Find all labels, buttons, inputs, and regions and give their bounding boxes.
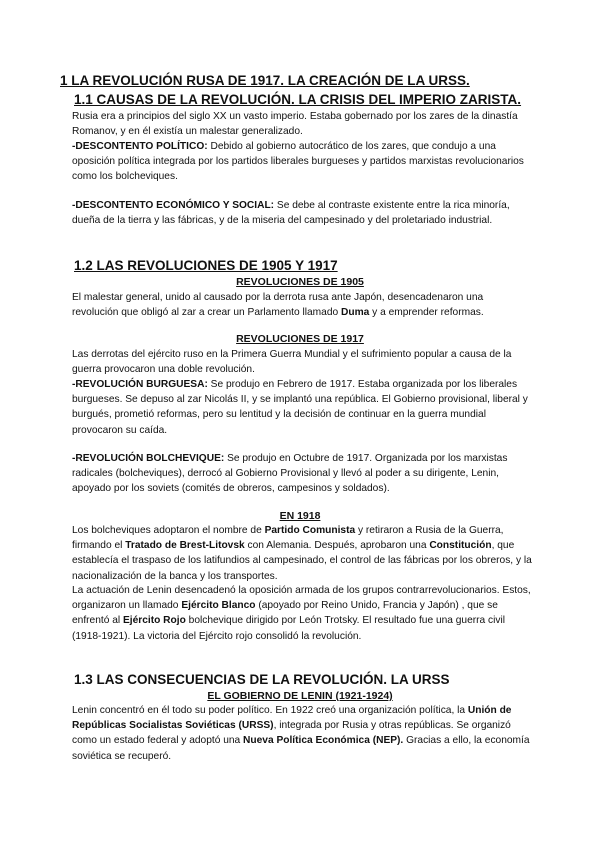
term-constitucion: Constitución — [429, 540, 492, 552]
text-1918-c: con Alemania. Después, aprobaron una — [244, 540, 430, 552]
text-1918-a: Los bolcheviques adoptaron el nombre de — [72, 525, 265, 536]
text-lenin-b: , integrada por Rusia y otras repúblicas. Se organizó como un estado federal y adoptó una — [72, 720, 511, 747]
text-1905-b: y a emprender reformas. — [369, 307, 484, 319]
term-nep: Nueva Política Económica (NEP). — [243, 735, 404, 747]
paragraph-revolucion-bolchevique — [72, 451, 532, 497]
term-partido-comunista: Partido Comunista — [264, 525, 356, 536]
subheading-gobierno-lenin: EL GOBIERNO DE LENIN (1921-1924) — [207, 690, 393, 702]
main-title: 1 LA REVOLUCIÓN RUSA DE 1917. LA CREACIÓN DE LA URSS. — [60, 73, 470, 88]
paragraph-intro: Rusia era a principios del siglo XX un vasto imperio. Estaba gobernado por los zares de la dinastía Romanov, y en él existía un malestar generalizado. — [72, 111, 518, 138]
text-guerra-c: bolchevique dirigido por León Trotsky. El resultado fue una guerra civil (1918-1921). La victoria del Ejército rojo consolidó la revolución. — [72, 615, 506, 642]
paragraph-1917-intro: Las derrotas del ejército ruso en la Primera Guerra Mundial y el sufrimiento popular a causa de la guerra provocaron una doble revolución. — [72, 349, 512, 376]
paragraph-gobierno-lenin — [72, 703, 532, 764]
text-guerra-a: La actuación de Lenin desencadenó la oposición armada de los grupos contrarrevolucionarios. Estos, organizaron un llamado — [72, 585, 531, 612]
subheading-1917: REVOLUCIONES DE 1917 — [236, 333, 364, 345]
paragraph-descontento-politico — [72, 139, 532, 185]
paragraph-guerra-civil — [72, 583, 532, 644]
paragraph-revolucion-burguesa — [72, 377, 532, 438]
term-duma: Duma — [341, 307, 370, 319]
text-revolucion-burguesa: Se produjo en Febrero de 1917. Estaba organizada por los liberales burgueses. Se depuso al zar Nicolás II, y se implantó una república. El Gobierno provisional, liberal y burgués, prometió reformas, pero su lentitud y la decisión de continuar en la guerra mundial provocaron su caída. — [72, 379, 528, 436]
heading-consecuencias: 1.3 LAS CONSECUENCIAS DE LA REVOLUCIÓN. LA URSS — [74, 672, 450, 687]
label-descontento-politico: -DESCONTENTO POLÍTICO: — [72, 141, 208, 152]
term-urss: Unión de Repúblicas Socialistas Soviéticas (URSS) — [72, 705, 512, 732]
text-descontento-politico: Debido al gobierno autocrático de los zares, que condujo a una oposición política integrada por los partidos liberales burgueses y partidos marxistas revolucionarios como los bolcheviques. — [72, 141, 524, 183]
text-lenin-a: Lenin concentró en él todo su poder político. En 1922 creó una organización política, la — [72, 705, 468, 716]
label-descontento-economico: -DESCONTENTO ECONÓMICO Y SOCIAL: — [72, 200, 275, 211]
paragraph-1905 — [72, 290, 532, 320]
paragraph-descontento-economico — [72, 198, 532, 228]
heading-revoluciones: 1.2 LAS REVOLUCIONES DE 1905 Y 1917 — [74, 258, 338, 273]
term-tratado-brest-litovsk: Tratado de Brest-Litovsk — [125, 540, 245, 552]
text-1918-b: y retiraron a Rusia de la Guerra, firmando el — [72, 525, 504, 552]
term-ejercito-blanco: Ejército Blanco — [181, 600, 256, 612]
heading-causas: 1.1 CAUSAS DE LA REVOLUCIÓN. LA CRISIS DEL IMPERIO ZARISTA. — [74, 92, 522, 107]
subheading-1905: REVOLUCIONES DE 1905 — [236, 276, 364, 288]
text-guerra-b: (apoyado por Reino Unido, Francia y Japón) , que se enfrentó al — [72, 600, 498, 627]
text-revolucion-bolchevique: Se produjo en Octubre de 1917. Organizada por los marxistas radicales (bolcheviques), derrocó al Gobierno Provisional y llevó al poder a su dirigente, Lenin, apoyado por los soviets (comités de obreros, campesinos y soldados). — [72, 453, 508, 495]
text-lenin-c: Gracias a ello, la economía soviética se recuperó. — [72, 735, 530, 762]
text-1905-a: El malestar general, unido al causado por la derrota rusa ante Japón, desencadenaron una revolución que obligó al zar a crear un Parlamento llamado — [72, 292, 484, 319]
subheading-1918: EN 1918 — [279, 510, 321, 522]
term-ejercito-rojo: Ejército Rojo — [122, 615, 186, 627]
text-descontento-economico: Se debe al contraste existente entre la rica minoría, dueña de la tierra y las fábricas, y de la miseria del campesinado y del proletariado industrial. — [72, 200, 510, 227]
label-revolucion-burguesa: -REVOLUCIÓN BURGUESA: — [72, 379, 208, 390]
paragraph-1918 — [72, 523, 532, 584]
label-revolucion-bolchevique: -REVOLUCIÓN BOLCHEVIQUE: — [72, 453, 225, 464]
text-1918-d: , que establecía el traspaso de los latifundios al campesinado, el control de las fábricas por los obreros, y la nacionalización de la banca y los transportes. — [72, 540, 532, 582]
